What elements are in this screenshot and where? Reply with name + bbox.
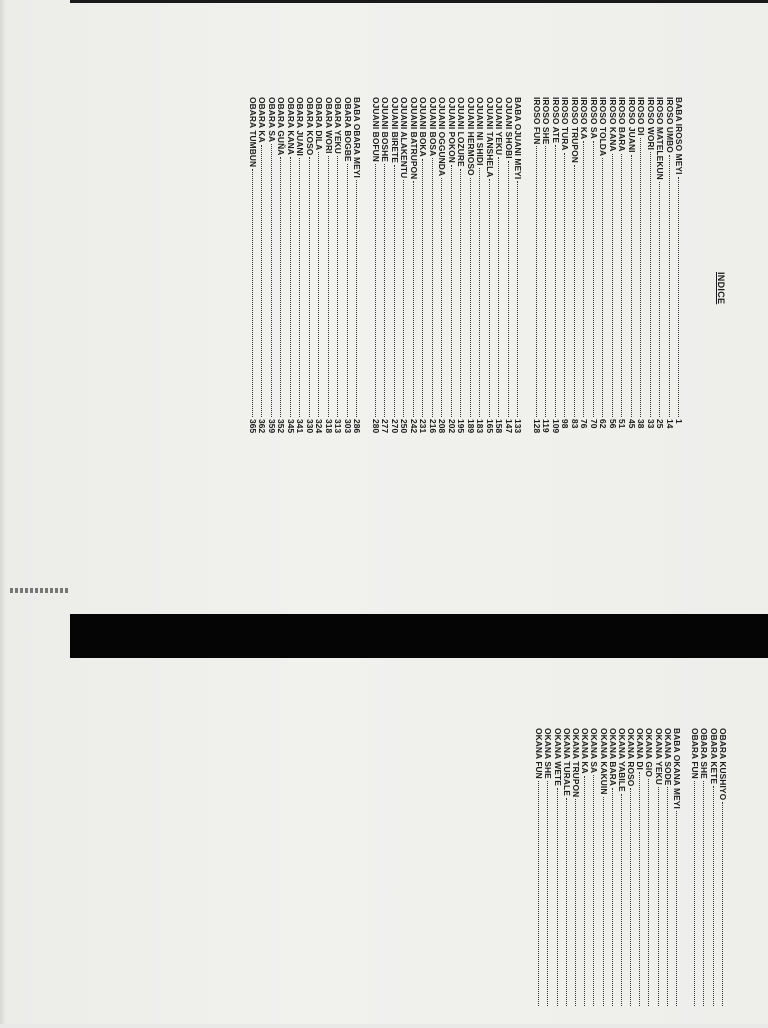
entry-page-number: 14 — [665, 419, 675, 429]
dot-leader — [432, 158, 443, 417]
dot-leader — [309, 157, 320, 417]
entry-page-number: 183 — [475, 419, 486, 434]
entry-page-number: 189 — [466, 419, 476, 434]
entry-name: IROSO TURA — [560, 97, 571, 151]
entry-name: OBARA KUSHIYO — [717, 728, 728, 801]
dot-leader — [413, 181, 424, 417]
dot-leader — [631, 155, 642, 417]
entry-name: OJUANI YEKU — [494, 97, 505, 156]
entry-page-number: 216 — [428, 419, 438, 434]
dot-leader — [593, 775, 603, 1006]
entry-name: OJUANI POKON — [447, 97, 457, 163]
entry-name: OJUANI NI SHIDI — [475, 97, 486, 166]
entry-name: IROSO FUN — [532, 97, 542, 145]
dot-leader — [555, 145, 566, 417]
entry-page-number: 195 — [456, 419, 467, 434]
entry-page-number: 83 — [570, 419, 580, 429]
dot-leader — [499, 157, 510, 417]
entry-name: OBARA FUN — [690, 728, 701, 779]
entry-name: OKANA YEKU — [653, 728, 664, 785]
dot-leader — [650, 152, 661, 417]
dot-leader — [385, 164, 396, 417]
entry-page-number: 33 — [646, 419, 656, 429]
entry-name: OBARA KOSO — [305, 97, 315, 156]
entry-name: OJUANI BOSHE — [380, 97, 391, 162]
entry-page-number: 324 — [314, 419, 325, 434]
entry-name: OKANA TURALE — [561, 728, 572, 796]
entry-name: OKANA SHE — [543, 728, 554, 779]
entry-name: BABA OJUANI MEYI — [513, 97, 524, 180]
dot-leader — [470, 178, 481, 417]
entry-name: OKANA SA — [589, 728, 600, 774]
entry-page-number: 242 — [409, 419, 419, 434]
entry-name: OBARA SA — [267, 97, 277, 143]
dot-leader — [281, 157, 292, 417]
dot-leader — [347, 164, 358, 417]
entry-name: IROSO MATELEKUN — [655, 97, 666, 180]
entry-name: OBARA DILA — [314, 97, 325, 151]
entry-page-number: 286 — [352, 419, 363, 434]
dot-leader — [319, 152, 330, 417]
index-entry — [248, 97, 261, 439]
entry-page-number: 250 — [399, 419, 410, 434]
entry-name: IROSO SHE — [541, 97, 552, 145]
entry-name: OJUANI ALAKENTU — [399, 97, 410, 179]
entry-name: OJUANI HERMOSO — [466, 97, 476, 176]
entry-page-number: 56 — [608, 419, 618, 429]
dot-leader — [612, 154, 623, 417]
dot-leader — [612, 788, 622, 1006]
entry-name: OJUANI BOSA — [428, 97, 438, 157]
entry-name: OKANA FUN — [534, 728, 545, 779]
entry-page-number: 109 — [551, 419, 561, 434]
entry-page-number: 303 — [343, 419, 353, 434]
index-entry — [532, 97, 545, 439]
page-fold-band — [70, 614, 768, 658]
dot-leader — [404, 180, 415, 417]
entry-page-number: 277 — [380, 419, 391, 434]
entry-name: OJUANI LOZURE — [456, 97, 467, 167]
entry-name: OBARA WORI — [324, 97, 334, 154]
dot-leader — [584, 776, 594, 1006]
dot-leader — [676, 811, 686, 1006]
entry-name: OJUANI SHOBI — [504, 97, 514, 159]
entry-name: OBARA KA — [257, 97, 268, 143]
dot-leader — [357, 180, 368, 417]
dot-leader — [300, 158, 311, 417]
entry-name: IROSO KANA — [608, 97, 618, 152]
dot-leader — [547, 781, 557, 1006]
entry-page-number: 51 — [617, 419, 628, 429]
dot-leader — [423, 159, 434, 417]
entry-name: IROSO SA — [589, 97, 599, 139]
entry-name: OBARA KANA — [286, 97, 296, 155]
entry-name: IROSO TOLDA — [598, 97, 609, 157]
entry-name: OKANA BARA — [607, 728, 618, 786]
entry-name: OKANA KAKUIN — [598, 728, 609, 795]
entry-page-number: 25 — [655, 419, 666, 429]
entry-page-number: 62 — [598, 419, 609, 429]
dot-leader — [252, 169, 263, 417]
entry-name: IROSO TRUPON — [570, 97, 580, 163]
entry-page-number: 1 — [674, 419, 685, 424]
entry-name: OKANA KA — [580, 728, 591, 774]
dot-leader — [375, 164, 386, 417]
dot-leader — [461, 169, 472, 417]
entry-name: OBARA TUMBUN — [248, 97, 258, 168]
dot-leader — [442, 178, 453, 417]
entry-name: IROSO UMBO — [665, 97, 675, 153]
dot-leader — [566, 798, 576, 1006]
entry-name: OKANA DI — [635, 728, 646, 770]
dot-leader — [694, 781, 704, 1006]
entry-name: BABA OBARA MEYI — [352, 97, 363, 178]
entry-name: OKANA TRUPON — [571, 728, 581, 798]
entry-name: OKANA YABILE — [616, 728, 627, 792]
entry-page-number: 270 — [390, 419, 400, 434]
index-column-left — [242, 97, 687, 439]
entry-page-number: 70 — [589, 419, 599, 429]
entry-page-number: 165 — [485, 419, 495, 434]
dot-leader — [603, 158, 614, 417]
entry-page-number: 202 — [447, 419, 457, 434]
dot-leader — [593, 141, 604, 417]
entry-name: OBARA GUÑA — [276, 97, 287, 156]
dot-leader — [271, 144, 282, 417]
entry-page-number: 128 — [532, 419, 542, 434]
dot-leader — [574, 165, 585, 417]
entry-name: OJUANI TANSHELA — [485, 97, 495, 178]
dot-leader — [546, 146, 557, 417]
entry-name: IROSO BARA — [617, 97, 628, 152]
entry-page-number: 280 — [371, 419, 381, 434]
section-obara-cont — [690, 728, 730, 1028]
entry-page-number: 119 — [541, 419, 552, 433]
dot-leader — [639, 772, 649, 1006]
dot-leader — [703, 781, 713, 1006]
dot-leader — [451, 165, 462, 417]
dot-leader — [669, 155, 680, 417]
dot-leader — [262, 145, 273, 417]
entry-name: OKANA WETE — [552, 728, 563, 786]
section-okana — [534, 728, 684, 1028]
entry-page-number: 318 — [324, 419, 334, 434]
entry-page-number: 208 — [437, 419, 448, 434]
dot-leader — [575, 799, 585, 1006]
entry-name: OKANA GIO — [644, 728, 655, 777]
dot-leader — [630, 788, 640, 1006]
entry-name: BABA OKANA MEYI — [672, 728, 683, 809]
dot-leader — [290, 157, 301, 417]
dot-leader — [621, 794, 631, 1006]
index-title: INDICE — [716, 272, 726, 305]
section-obara — [248, 97, 365, 439]
entry-name: OJUANI BOFUN — [371, 97, 381, 162]
entry-page-number: 231 — [418, 419, 429, 434]
dot-leader — [641, 138, 652, 418]
entry-name: OJUANI BOKA — [418, 97, 429, 157]
entry-name: OJUANI BIRETE — [390, 97, 400, 163]
entry-name: OBARA JUANI — [295, 97, 306, 156]
entry-page-number: 158 — [494, 419, 505, 434]
entry-name: OJUANI BATRUPON — [409, 97, 419, 180]
dot-leader — [538, 781, 548, 1006]
entry-name: BABA IROSO MEYI — [674, 97, 685, 175]
dot-leader — [667, 787, 677, 1006]
entry-page-number: 45 — [627, 419, 637, 429]
entry-name: OBARA KETE — [708, 728, 719, 785]
dot-leader — [565, 153, 576, 417]
entry-page-number: 359 — [267, 419, 277, 434]
entry-name: IROSO ATE — [551, 97, 561, 144]
entry-name: OKANA ROSO — [626, 728, 637, 787]
entry-name: IROSO DI — [636, 97, 647, 136]
dot-leader — [603, 797, 613, 1007]
entry-name: OBARA YEKU — [333, 97, 344, 154]
entry-page-number: 133 — [513, 419, 524, 434]
dot-leader — [584, 141, 595, 417]
entry-page-number: 362 — [257, 419, 268, 434]
entry-page-number: 365 — [248, 419, 258, 434]
dot-leader — [338, 156, 349, 417]
entry-name: OBARA SHE — [699, 728, 710, 779]
entry-page-number: 147 — [504, 419, 514, 434]
entry-page-number: 98 — [560, 419, 571, 429]
entry-page-number: 352 — [276, 419, 287, 434]
entry-name: OBARA BOGBE — [343, 97, 353, 162]
dot-leader — [622, 154, 633, 417]
section-ojuani — [371, 97, 526, 439]
entry-page-number: 345 — [286, 419, 296, 434]
entry-name: OJUANI OGGUNDA — [437, 97, 448, 177]
dot-leader — [658, 787, 668, 1006]
dot-leader — [722, 802, 732, 1006]
dot-leader — [328, 156, 339, 417]
entry-page-number: 313 — [333, 419, 344, 434]
top-rule — [70, 0, 768, 3]
dot-leader — [713, 786, 723, 1006]
scan-artifact — [10, 588, 70, 593]
entry-page-number: 38 — [636, 419, 647, 429]
dot-leader — [660, 182, 671, 417]
entry-name: IROSO WORI — [646, 97, 656, 151]
entry-page-number: 330 — [305, 419, 315, 434]
dot-leader — [508, 161, 519, 417]
dot-leader — [518, 181, 529, 417]
dot-leader — [394, 165, 405, 417]
page-edge-shadow — [0, 0, 6, 1024]
dot-leader — [480, 168, 491, 417]
dot-leader — [679, 177, 690, 418]
dot-leader — [557, 788, 567, 1006]
dot-leader — [536, 146, 547, 417]
entry-page-number: 341 — [295, 419, 306, 434]
entry-name: OKANA SODE — [662, 728, 673, 786]
entry-name: IROSO KA — [579, 97, 590, 140]
dot-leader — [649, 779, 659, 1006]
entry-name: IROSO JUANI — [627, 97, 637, 153]
dot-leader — [489, 179, 500, 417]
entry-page-number: 76 — [579, 419, 590, 429]
index-column-right — [528, 728, 730, 1028]
section-iroso — [532, 97, 687, 439]
